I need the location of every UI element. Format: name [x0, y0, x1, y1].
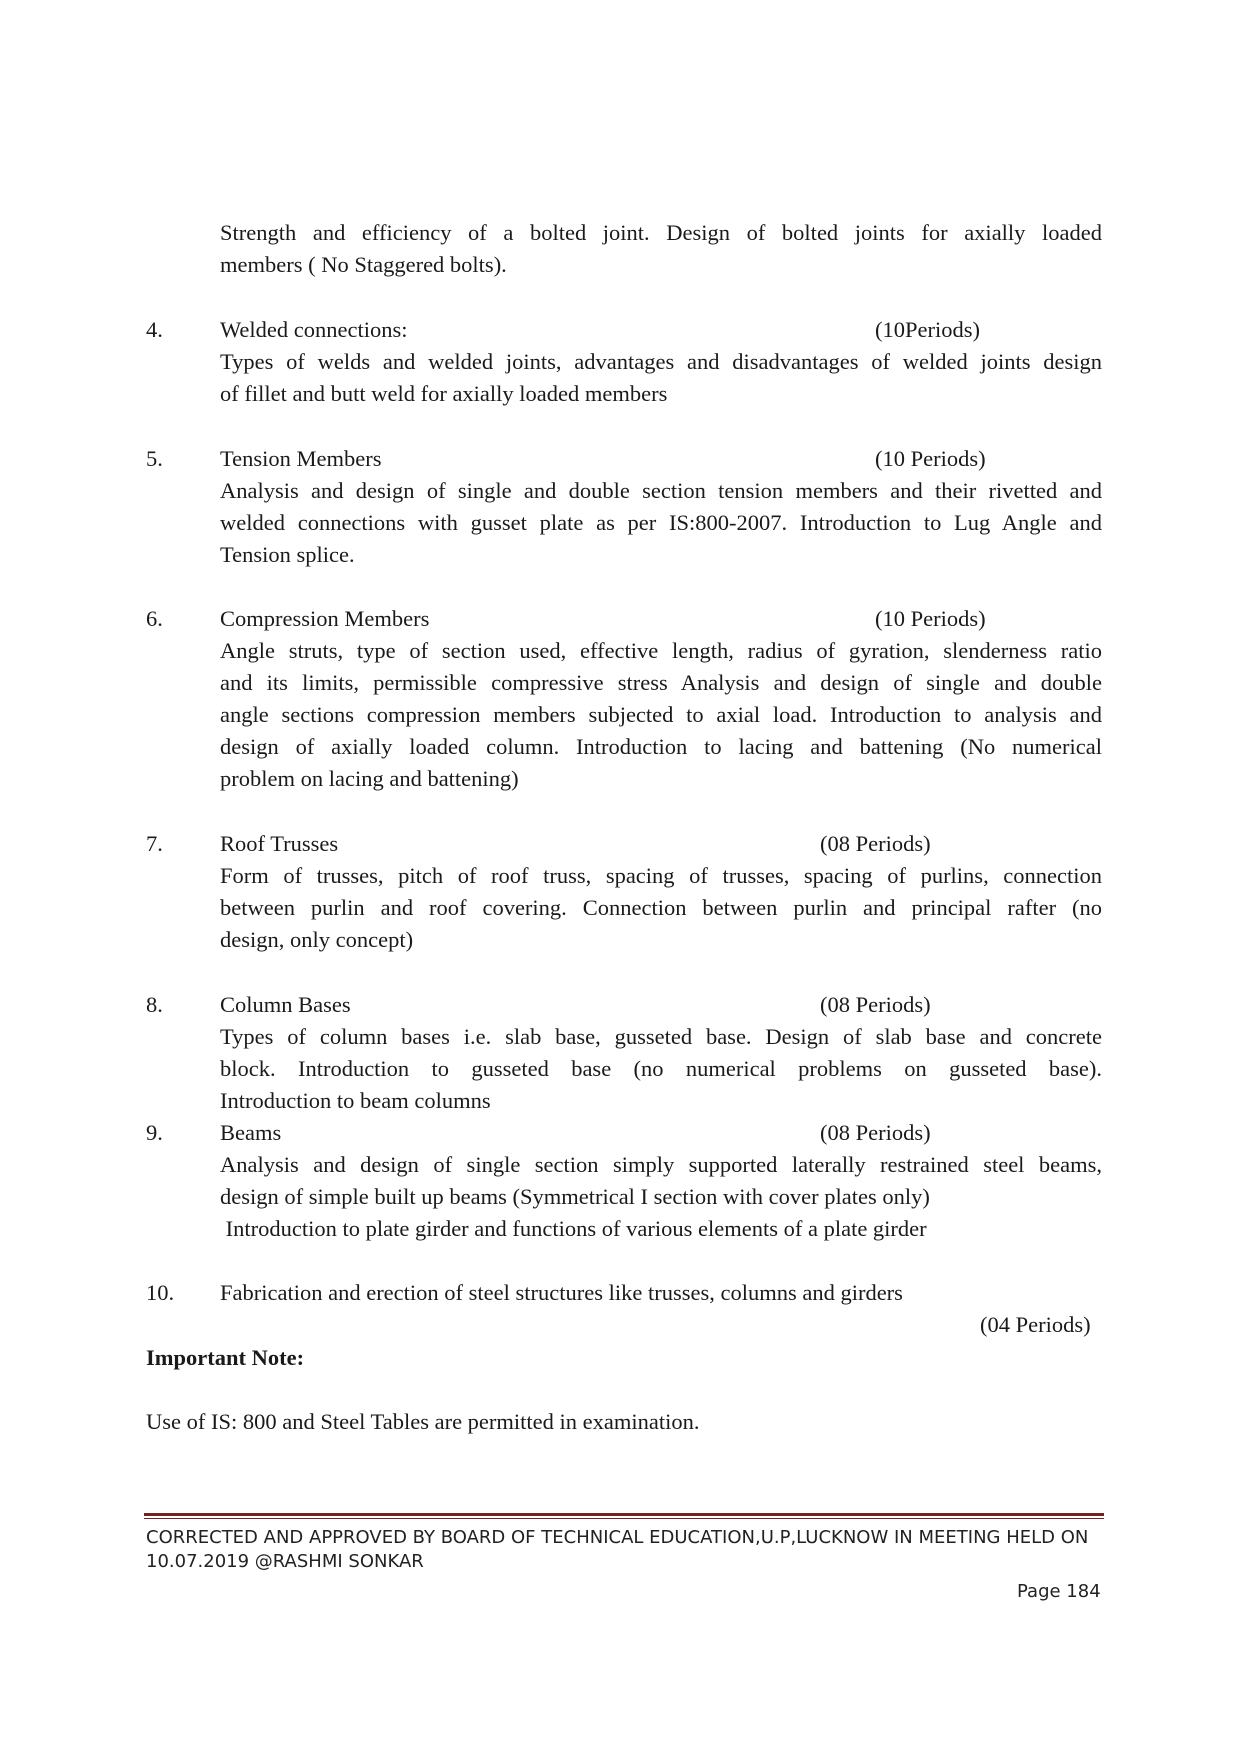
section-number: 7.: [146, 831, 163, 856]
section-number: 8.: [146, 992, 163, 1017]
section-title: Tension Members: [220, 446, 382, 471]
section-line: Analysis and design of single section simply supported laterally restrained steel beams,: [220, 1152, 1102, 1177]
section-number: 6.: [146, 606, 163, 631]
section-periods: (04 Periods): [980, 1312, 1091, 1337]
section-periods: (08 Periods): [820, 1120, 931, 1145]
footer-date-author: 10.07.2019 @RASHMI SONKAR: [146, 1551, 424, 1572]
section-line: of fillet and butt weld for axially loaded members: [220, 381, 668, 406]
section-number: 9.: [146, 1120, 163, 1145]
section-title: Roof Trusses: [220, 831, 339, 856]
footer-rule-thin: [144, 1518, 1104, 1519]
important-note-text: Use of IS: 800 and Steel Tables are permitted in examination.: [146, 1409, 700, 1434]
section-line: angle sections compression members subjected to axial load. Introduction to analysis and: [220, 702, 1102, 727]
section-title: Beams: [220, 1120, 282, 1145]
section-periods: (10 Periods): [875, 446, 986, 471]
footer-rule-thick: [144, 1513, 1104, 1516]
section-title: Compression Members: [220, 606, 430, 631]
section-line: Angle struts, type of section used, effective length, radius of gyration, slenderness ratio: [220, 638, 1102, 663]
section-line: Introduction to beam columns: [220, 1088, 491, 1113]
section-title: Column Bases: [220, 992, 351, 1017]
intro-line: Strength and efficiency of a bolted joint. Design of bolted joints for axially loaded: [220, 220, 1102, 245]
section-title: Welded connections:: [220, 317, 408, 342]
section-line: welded connections with gusset plate as per IS:800-2007. Introduction to Lug Angle and: [220, 510, 1102, 535]
section-line: Types of welds and welded joints, advantages and disadvantages of welded joints design: [220, 349, 1102, 374]
section-line: design of simple built up beams (Symmetrical I section with cover plates only): [220, 1184, 930, 1209]
section-periods: (08 Periods): [820, 831, 931, 856]
section-periods: (08 Periods): [820, 992, 931, 1017]
section-periods: (10Periods): [875, 317, 980, 342]
section-number: 10.: [146, 1280, 175, 1305]
section-line: Types of column bases i.e. slab base, gusseted base. Design of slab base and concrete: [220, 1024, 1102, 1049]
important-note-heading: Important Note:: [146, 1345, 305, 1370]
section-line: problem on lacing and battening): [220, 766, 519, 791]
section-line: design of axially loaded column. Introduction to lacing and battening (No numerical: [220, 734, 1102, 759]
page-number: Page 184: [1017, 1581, 1101, 1602]
intro-line: members ( No Staggered bolts).: [220, 252, 507, 277]
section-line: design, only concept): [220, 927, 414, 952]
section-number: 5.: [146, 446, 163, 471]
section-line: block. Introduction to gusseted base (no numerical problems on gusseted base).: [220, 1056, 1102, 1081]
section-line: Tension splice.: [220, 542, 355, 567]
section-number: 4.: [146, 317, 163, 342]
footer-approval-line: CORRECTED AND APPROVED BY BOARD OF TECHNICAL EDUCATION,U.P,LUCKNOW IN MEETING HELD ON: [146, 1527, 1089, 1548]
section-line: between purlin and roof covering. Connection between purlin and principal rafter (no: [220, 895, 1102, 920]
section-line: Introduction to plate girder and functions of various elements of a plate girder: [220, 1216, 927, 1241]
section-line: Form of trusses, pitch of roof truss, spacing of trusses, spacing of purlins, connection: [220, 863, 1102, 888]
section-line: Analysis and design of single and double section tension members and their rivetted and: [220, 478, 1102, 503]
section-title: Fabrication and erection of steel structures like trusses, columns and girders: [220, 1280, 903, 1305]
section-periods: (10 Periods): [875, 606, 986, 631]
section-line: and its limits, permissible compressive stress Analysis and design of single and double: [220, 670, 1102, 695]
